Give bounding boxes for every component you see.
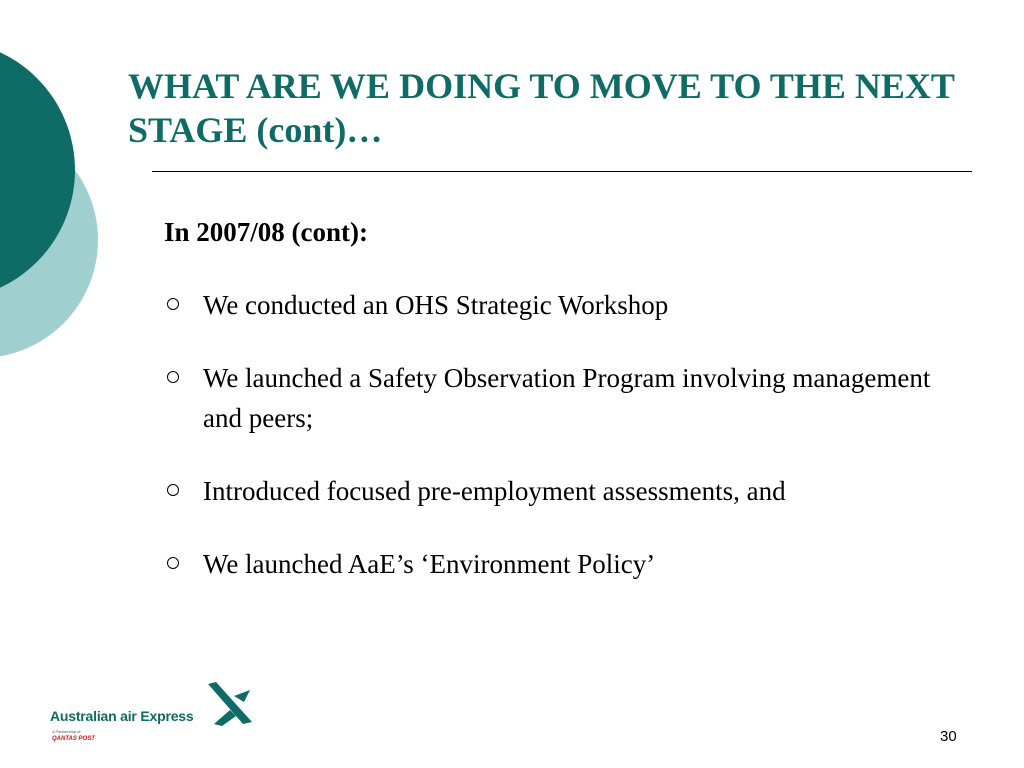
decorative-circles: [0, 0, 110, 400]
bullet-list: [164, 285, 964, 617]
bullet-text: We launched AaE’s ‘Environment Policy’: [203, 549, 656, 579]
bullet-item: [164, 544, 964, 584]
bullet-item: [164, 358, 964, 438]
aae-x-logo-icon: [206, 680, 254, 726]
company-logo: [50, 680, 265, 748]
bullet-item: [164, 285, 964, 325]
title-divider: [152, 171, 972, 172]
bullet-text: We launched a Safety Observation Program involving management and peers;: [203, 363, 931, 433]
bullet-item: [164, 471, 964, 511]
slide-title: WHAT ARE WE DOING TO MOVE TO THE NEXT STAGE (cont)…: [128, 66, 955, 150]
page-number: 30: [940, 728, 957, 745]
slide-subheading: In 2007/08 (cont):: [164, 217, 368, 247]
logo-name: Australian air Express: [50, 708, 194, 724]
logo-partner-text: A Partnership of: [52, 729, 81, 734]
hollow-circle-bullet-icon: [167, 484, 179, 496]
hollow-circle-bullet-icon: [167, 371, 179, 383]
bullet-text: Introduced focused pre-employment assessments, and: [203, 476, 786, 506]
hollow-circle-bullet-icon: [167, 557, 179, 569]
bullet-text: We conducted an OHS Strategic Workshop: [203, 290, 669, 320]
hollow-circle-bullet-icon: [167, 298, 179, 310]
logo-partners: QANTAS POST: [52, 736, 95, 742]
